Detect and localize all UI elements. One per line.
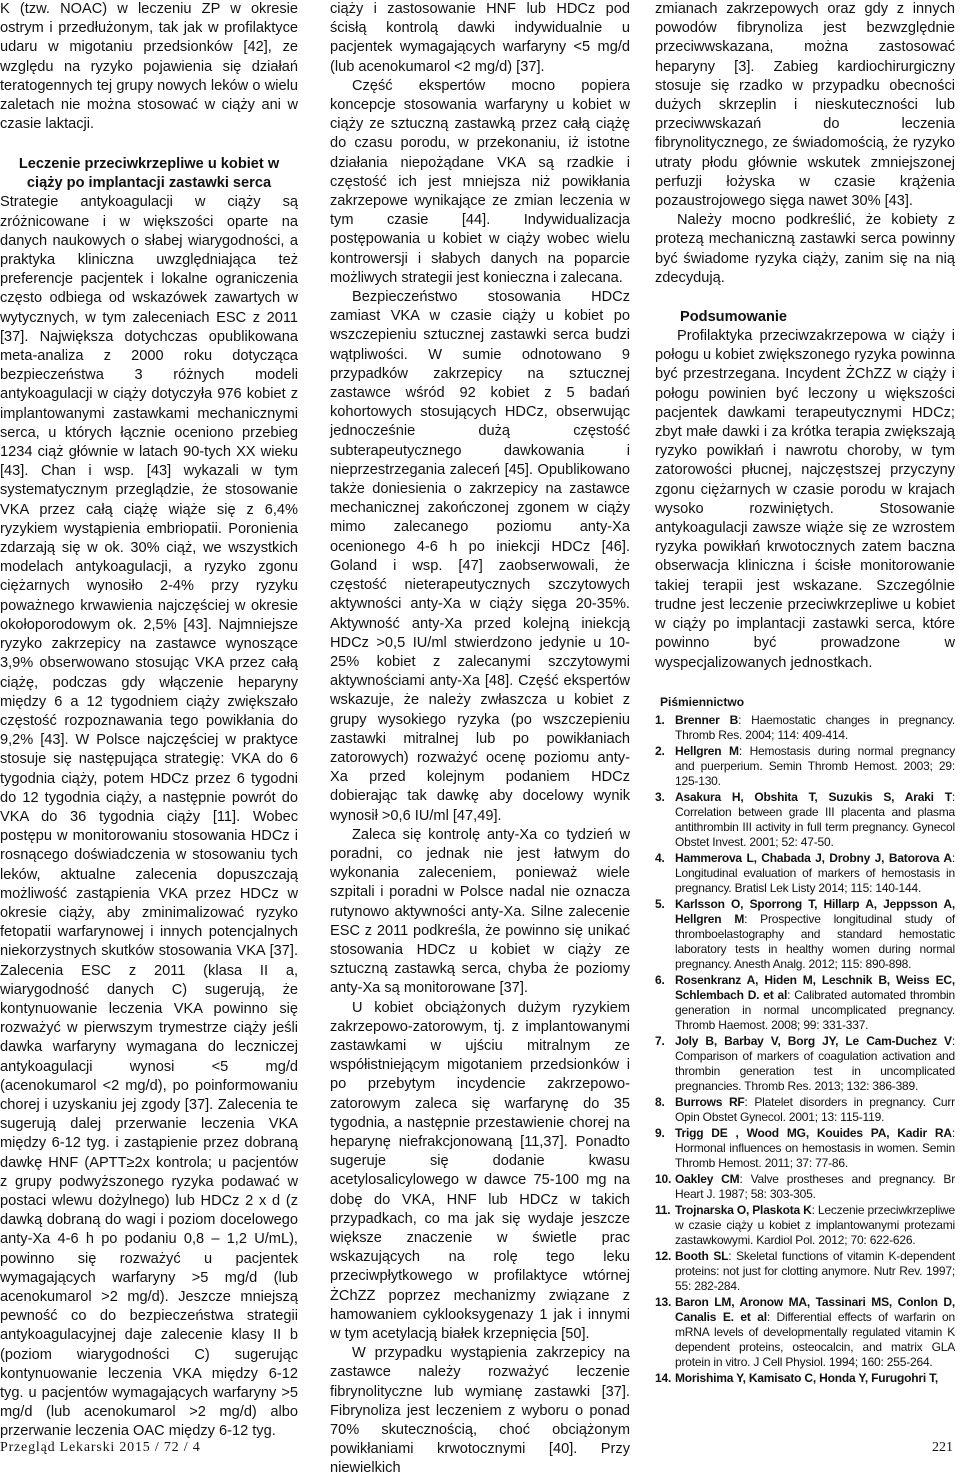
paragraph: zmianach zakrzepowych oraz gdy z innych powodów fibrynoliza jest bezwzględnie przeciwwskazana, można zastosować heparyny [3]. Zabieg kardiochirurgiczny stosuje się rzadko w przypadku obecności dużych skrzeplin i nieskuteczności lub przeciwwskazań do leczenia fibrynolitycznego, ze świadomością, że ryzyko utraty płodu głównie wskutek zmniejszonej perfuzji łożyska w czasie krążenia pozaustrojowego sięga nawet 30% [43]. xyxy=(655,1,955,210)
reference-item xyxy=(655,1295,955,1370)
reference-authors: Karlsson O, Sporrong T, Hillarp A, Jeppsson A, Hellgren M xyxy=(675,896,955,926)
reference-item xyxy=(655,1095,955,1125)
reference-number: 8. xyxy=(655,1094,665,1109)
paragraph: Strategie antykoagulacji w ciąży są zróżnicowane i w większości oparte na danych naukowych o słabej wiarygodności, a praktyka kliniczna uwzględniająca też preferencje pacjentek i lokalne ograniczenia często odbiega od wskazówek zawartych w wytycznych, w tym zaleceniach ESC z 2011 [37]. Największa dotychczas opublikowana meta-analiza z 2000 roku dotycząca bezpieczeństwa 3 różnych modeli antykoagulacji w ciąży dotyczyła 976 kobiet z implantowanymi zastawkami mechanicznymi serca, u których łącznie oceniono przebieg 1234 ciąż głównie w latach 90-tych XX wieku [43]. Chan i wsp. [43] wykazali w tym systematycznym przeglądzie, że stosowanie VKA przez całą ciążę wiąże się z 6,4% ryzykiem wystąpienia embriopatii. Poronienia zdarzają się w ok. 30% ciąż, we wszystkich modelach antykoagulacji, a ryzyko zgonu ciężarnych wynosiło 2-4% przy ryzyku poważnego krwawienia najczęściej w okresie okołoporodowym ok. 2,5% [43]. Najmniejsze ryzyko zakrzepicy na zastawce wynoszące 3,9% obserwowano stosując VKA przez całą ciążę, podczas gdy włączenie heparyny między 6 a 12 tygodniem ciąży zwiększało częstość rozpoznawania tego powikłania do 9,2% [43]. W Polsce najczęściej w praktyce stosuje się następująca strategię: VKA do 6 tygodnia ciąży, potem HDCz przez 6 tygodni do 12 tygodnia ciąży, a następnie powrót do VKA do 36 tygodnia ciąży [11]. Wobec postępu w monitorowaniu stosowania HDCz i rosnącego doświadczenia w stosowaniu tych leków, aktualne zalecenia dopuszczają możliwość zastąpienia VKA przez HDCz w okresie ciąży, aby zminimalizować ryzyko fetopatii warfarynowej i innych potencjalnych niekorzystnych skutków stosowania VKA [37]. Zalecenia ESC z 2011 (klasa II a, wiarygodność danych C) sugerują, że kontynuowanie leczenia VKA powinno się rozważyć w pierwszym trymestrze ciąży jeśli dawka warfaryny wymagana do leczniczej antykoagulacji wynosi <5 mg/d (acenokumarol <2 mg/d), po poinformowaniu chorej i uzyskaniu jej zgody [37]. Zalecenia te sugerują dalej przerwanie leczenia VKA między 6-12 tyg. i zastąpienie przez dobraną dawkę HNF (APTT≥2x kontrola; u pacjentów z grupy podwyższonego ryzyka podawać w postaci wlewu dożylnego) lub HDCz 2 x d (z dawką dobraną do wagi i poziom docelowego anty-Xa 4-6 h po podaniu 0,8 – 1,2 U/mL), powinno się rozważyć u pacjentek wymagających warfaryny >5 mg/d (lub acenokumarol >2 mg/d). Jeszcze mniejszą pewność co do bezpieczeństwa strategii antykoagulacyjnej daje zalecenie klasy II b (poziom wiarygodności C) sugerując kontynuowanie leczenia VKA między 6-12 tyg. u pacjentów wymagających warfaryny >5 mg/d (lub acenokumarol >2 mg/d) albo przerwanie leczenia OAC między 6-12 tyg. xyxy=(0,194,298,1440)
reference-item xyxy=(655,790,955,850)
reference-number: 14. xyxy=(655,1370,672,1385)
paragraph: Profilaktyka przeciwzakrzepowa w ciąży i połogu u kobiet zwiększonego ryzyka powinna być przestrzegana. Incydent ŻChZZ w ciąży i połogu powinien być leczony u większości pacjentek dawkami terapeutycznymi HDCz; zbyt małe dawki i za krótka terapia zwiększają ryzyko powikłań i nawrotu choroby, w tym zatorowości płucnej, najczęstszej przyczyny zgonu ciężarnych w czasie porodu w krajach wysoko rozwiniętych. Stosowanie antykoagulacji zawsze wiąże się ze wzrostem ryzyka powikłań krwotocznych zatem baczna obserwacja kliniczna i ścisłe monitorowanie takiej terapii jest wskazane. Szczególnie trudne jest leczenie przeciwkrzepliwe u kobiet w ciąży po implantacji zastawki serca, które powinno być prowadzone w wyspecjalizowanych jednostkach. xyxy=(655,328,955,671)
reference-text: : Comparison of markers of coagulation activation and thrombin generation test in uncomplicated pregnancies. Thromb Res. 2013; 132: 386-389. xyxy=(675,1033,955,1093)
reference-text: : Haemostatic changes in pregnancy. Thromb Res. 2004; 114: 409-414. xyxy=(675,712,955,742)
reference-text: : Correlation between grade III placenta and plasma antithrombin III activity in full term pregnancy. Gynecol Obstet Invest. 2001; 52: 47-50. xyxy=(675,789,955,849)
reference-number: 5. xyxy=(655,896,665,911)
reference-authors: Hammerova L, Chabada J, Drobny J, Batorova A xyxy=(675,850,952,865)
reference-text: : Calibrated automated thrombin generation in normal uncomplicated pregnancy. Thromb Haemost. 2008; 99: 331-337. xyxy=(675,987,955,1032)
reference-text: : Leczenie przeciwkrzepliwe w czasie ciąży u kobiet z implantowanymi protezami zastawkowymi. Kardiol Pol. 2012; 70: 622-626. xyxy=(675,1202,955,1247)
paragraph: Zaleca się kontrolę anty-Xa co tydzień w poradni, co jednak nie jest łatwym do wykonania zaleceniem, ponieważ wiele szpitali i poradni w Polsce nadal nie oznacza rutynowo aktywności anty-Xa. Silne zalecenie ESC z 2011 podkreśla, że powinno się unikać stosowania HDCz u kobiet w ciąży ze sztuczną zastawką serca, chyba że poziomy anty-Xa są monitorowane [37]. xyxy=(330,826,630,997)
reference-authors: Joly B, Barbay V, Borg JY, Le Cam-Duchez V xyxy=(675,1033,952,1048)
reference-item xyxy=(655,1172,955,1202)
reference-authors: Hellgren M xyxy=(675,743,739,758)
reference-text: : Platelet disorders in pregnancy. Curr Opin Obstet Gynecol. 2001; 13: 115-119. xyxy=(675,1094,955,1124)
reference-text: : Valve prostheses and pregnancy. Br Heart J. 1987; 58: 303-305. xyxy=(675,1171,956,1201)
reference-number: 12. xyxy=(655,1248,672,1263)
reference-authors: Rosenkranz A, Hiden M, Leschnik B, Weiss EC, Schlembach D. et al xyxy=(675,972,955,1002)
reference-number: 7. xyxy=(655,1033,665,1048)
reference-text: : Differential effects of warfarin on mRNA levels of developmentally regulated vitamin K dependent proteins, osteocalcin, and matrix GLA protein in vitro. J Cell Physiol. 1994; 160: 255-264. xyxy=(675,1309,955,1369)
reference-number: 6. xyxy=(655,972,665,987)
paragraph: U kobiet obciążonych dużym ryzykiem zakrzepowo-zatorowym, tj. z implantowanymi zastawkami w ujściu mitralnym ze współistniejącym migotaniem przedsionków i po przebytym incydencie zakrzepowo-zatorowym zaleca się warfarynę do 35 tygodnia, a następnie przestawienie chorej na heparynę niefrakcjonowaną [11,37]. Ponadto sugeruje się dodanie kwasu acetylosalicylowego w dawce 75-100 mg na dobę do VKA, HNF lub HDCz w takich przypadkach, co ma jak się wydaje jeszcze większe znaczenie w świetle prac wskazujących na rolę tego leku przeciwpłytkowego w profilaktyce wtórnej ŻChZZ poprzez mechanizmy związane z hamowaniem cyklooksygenazy 1 jak i innymi w tym acetylacją białek krzepnięcia [50]. xyxy=(330,999,630,1343)
reference-number: 3. xyxy=(655,789,665,804)
reference-authors: Burrows RF xyxy=(675,1094,745,1109)
references-title: Piśmiennictwo xyxy=(660,694,745,709)
reference-number: 9. xyxy=(655,1125,665,1140)
reference-text: : Longitudinal evaluation of markers of hemostasis in pregnancy. Bratisl Lek Listy 2014; 115: 140-144. xyxy=(675,850,955,895)
reference-authors: Trigg DE , Wood MG, Kouides PA, Kadir RA xyxy=(675,1125,952,1140)
reference-number: 11. xyxy=(655,1202,671,1217)
reference-item xyxy=(655,897,955,972)
reference-text: : Hormonal influences on hemostasis in women. Semin Thromb Hemost. 2011; 37: 77-86. xyxy=(675,1125,955,1170)
reference-authors: Oakley CM xyxy=(675,1171,740,1186)
paragraph: W przypadku wystąpienia zakrzepicy na zastawce należy rozważyć leczenie fibrynolityczne lub wymianę zastawki [37]. Fibrynoliza jest leczeniem z wyboru o ponad 70% skutecznością, choć obciążonym powikłaniami krwotocznymi [40]. Przy niewielkich xyxy=(330,1345,630,1477)
reference-item xyxy=(655,1034,955,1094)
reference-item xyxy=(655,1203,955,1248)
column-left xyxy=(0,0,298,1442)
reference-authors: Trojnarska O, Plaskota K xyxy=(675,1202,812,1217)
reference-item xyxy=(655,973,955,1033)
reference-number: 13. xyxy=(655,1294,672,1309)
column-middle xyxy=(330,0,630,1479)
reference-item xyxy=(655,744,955,789)
references xyxy=(655,693,955,1386)
reference-item xyxy=(655,713,955,743)
paragraph: Należy mocno podkreślić, że kobiety z protezą mechaniczną zastawki serca powinny być świadome ryzyka ciąży, zanim się na nią zdecydują. xyxy=(655,212,955,286)
section-heading: Podsumowanie xyxy=(680,309,788,326)
reference-text: : Hemostasis during normal pregnancy and puerperium. Semin Thromb Hemost. 2003; 29: 125-130. xyxy=(675,743,955,788)
journal-footer: Przegląd Lekarski 2015 / 72 / 4 xyxy=(0,1440,201,1455)
reference-text: : Prospective longitudinal study of thromboelastography and standard hemostatic laboratory tests in healthy women during normal pregnancy. Anesth Analg. 2012; 115: 890-898. xyxy=(675,911,955,971)
section-heading: Leczenie przeciwkrzepliwe u kobiet w ciąży po implantacji zastawki serca xyxy=(18,156,280,192)
paragraph: Bezpieczeństwo stosowania HDCz zamiast VKA w czasie ciąży u kobiet po wszczepieniu sztucznej zastawki serca budzi wątpliwości. W sumie odnotowano 9 przypadków zakrzepicy na sztucznej zastawce wśród 92 kobiet z 5 badań kohortowych stosujących HDCz, obserwując jednocześnie dużą częstość subterapeutycznego dawkowania i nieprzestrzegania zaleceń [45]. Opublikowano także doniesienia o zakrzepicy na zastawce mechanicznej zakończonej zgonem w ciąży mimo zalecanego poziomu anty-Xa ocenionego 4-6 h po iniekcji HDCz [46]. Goland i wsp. [47] zaobserwowali, że częstość nieterapeutycznych szczytowych aktywności anty-Xa w ciąży sięga 20-35%. Aktywność anty-Xa przed kolejną iniekcją HDCz >0,5 IU/ml stwierdzono jedynie u 10-25% kobiet z zalecanymi szczytowymi aktywnościami anty-Xa [48]. Część ekspertów wskazuje, że należy zwłaszcza u kobiet z grupy wysokiego ryzyka (po wszczepieniu zastawki mitralnej lub po powikłaniach zatorowych) rozważyć ocenę poziomu anty-Xa przed kolejnym podaniem HDCz dobierając tak dawkę aby docelowy wynik wynosił >0,6 IU/ml [47,49]. xyxy=(330,289,630,824)
reference-authors: Morishima Y, Kamisato C, Honda Y, Furugohri T, xyxy=(675,1370,939,1385)
reference-authors: Baron LM, Aronow MA, Tassinari MS, Conlon D, Canalis E. et al xyxy=(675,1294,955,1324)
reference-text: : Skeletal functions of vitamin K-dependent proteins: not just for clotting anymore. Nutr Rev. 1997; 55: 282-284. xyxy=(675,1248,955,1293)
paragraph: Część ekspertów mocno popiera koncepcje stosowania warfaryny u kobiet w ciąży ze sztuczną zastawką przez całą ciążę do czasu porodu, w przekonaniu, iż istotne działania niepożądane VKA są rzadkie i częstość ich jest mniejsza niż powikłania zakrzepowe wynikające ze zmian leczenia w tym czasie [44]. Indywidualizacja postępowania u kobiet w ciąży wobec wielu kontrowersji i słabych danych na poparcie możliwych strategii jest konieczna i zalecana. xyxy=(330,77,630,286)
reference-item xyxy=(655,1249,955,1294)
reference-number: 2. xyxy=(655,743,665,758)
reference-number: 1. xyxy=(655,712,665,727)
reference-item xyxy=(655,851,955,896)
reference-authors: Booth SL xyxy=(675,1248,729,1263)
reference-item xyxy=(655,1126,955,1171)
column-right xyxy=(655,0,955,1387)
reference-item xyxy=(655,1371,955,1386)
page-number: 221 xyxy=(932,1440,953,1455)
reference-number: 4. xyxy=(655,850,665,865)
reference-list xyxy=(655,713,955,1386)
paragraph: ciąży i zastosowanie HNF lub HDCz pod ścisłą kontrolą dawki indywidualnie u pacjentek wymagających warfaryny <5 mg/d (lub acenokumarol <2 mg/d) [37]. xyxy=(330,1,630,75)
reference-authors: Asakura H, Obshita T, Suzukis S, Araki T xyxy=(675,789,952,804)
reference-number: 10. xyxy=(655,1171,672,1186)
paragraph: K (tzw. NOAC) w leczeniu ZP w okresie ostrym i przedłużonym, tak jak w profilaktyce udaru w migotaniu przedsionków [42], ze względu na ryzyko pojawienia się działań teratogennych tej grupy nowych leków o wielu zaletach nie można stosować w ciąży ani w czasie laktacji. xyxy=(0,1,298,133)
reference-authors: Brenner B xyxy=(675,712,739,727)
